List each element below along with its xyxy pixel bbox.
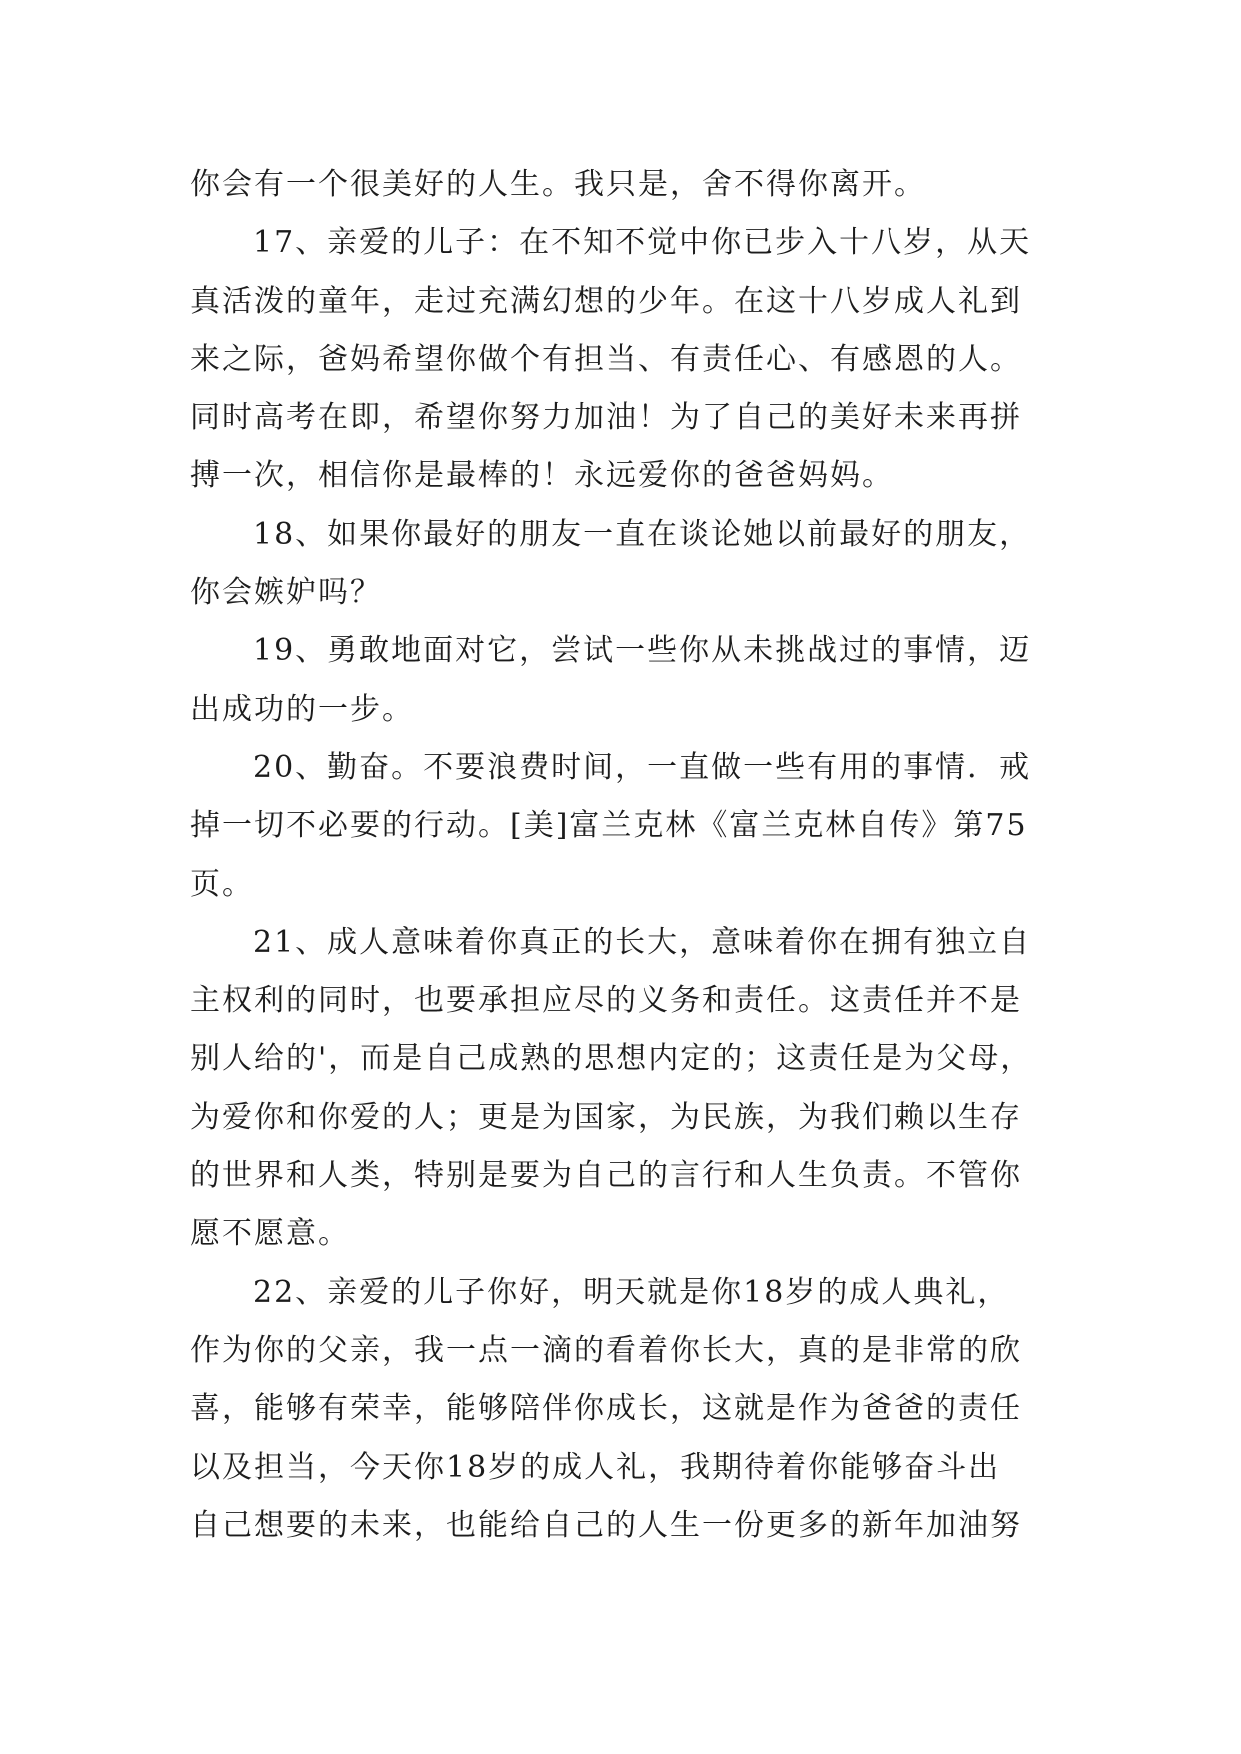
paragraph-17-start: 17、亲爱的儿子：在不知不觉中你已步入十八岁，从天 [253,225,1032,261]
text-line: 为爱你和你爱的人；更是为国家，为民族，为我们赖以生存 [190,1099,1022,1135]
text-line: 掉一切不必要的行动。[美]富兰克林《富兰克林自传》第75 [190,808,1028,844]
text-line: 你会有一个很美好的人生。我只是，舍不得你离开。 [190,167,926,202]
text-line: 以及担当，今天你18岁的成人礼，我期待着你能够奋斗出 [190,1449,1001,1485]
text-line: 搏一次，相信你是最棒的！永远爱你的爸爸妈妈。 [190,458,894,494]
text-line: 你会嫉妒吗？ [190,575,382,611]
text-line: 别人给的'，而是自己成熟的思想内定的；这责任是为父母， [190,1041,1033,1077]
text-line: 自己想要的未来，也能给自己的人生一份更多的新年加油努 [190,1507,1022,1543]
document-body [190,156,1050,1555]
text-line: 愿不愿意。 [190,1216,350,1252]
paragraph-18-start: 18、如果你最好的朋友一直在谈论她以前最好的朋友， [253,516,1032,552]
text-line: 出成功的一步。 [190,691,414,727]
paragraph-22-start: 22、亲爱的儿子你好，明天就是你18岁的成人典礼， [253,1274,1010,1310]
text-line: 喜，能够有荣幸，能够陪伴你成长，这就是作为爸爸的责任 [190,1391,1022,1427]
text-line: 同时高考在即，希望你努力加油！为了自己的美好未来再拼 [190,400,1022,436]
text-line: 页。 [190,866,254,902]
paragraph-20-start: 20、勤奋。不要浪费时间，一直做一些有用的事情．戒 [253,749,1032,785]
text-line: 来之际，爸妈希望你做个有担当、有责任心、有感恩的人。 [190,341,1022,377]
text-line: 真活泼的童年，走过充满幻想的少年。在这十八岁成人礼到 [190,283,1022,319]
text-line: 主权利的同时，也要承担应尽的义务和责任。这责任并不是 [190,983,1022,1019]
paragraph-19-start: 19、勇敢地面对它，尝试一些你从未挑战过的事情，迈 [253,633,1032,669]
text-line: 的世界和人类，特别是要为自己的言行和人生负责。不管你 [190,1158,1022,1194]
paragraph-21-start: 21、成人意味着你真正的长大，意味着你在拥有独立自 [253,924,1032,960]
text-line: 作为你的父亲，我一点一滴的看着你长大，真的是非常的欣 [190,1332,1022,1368]
